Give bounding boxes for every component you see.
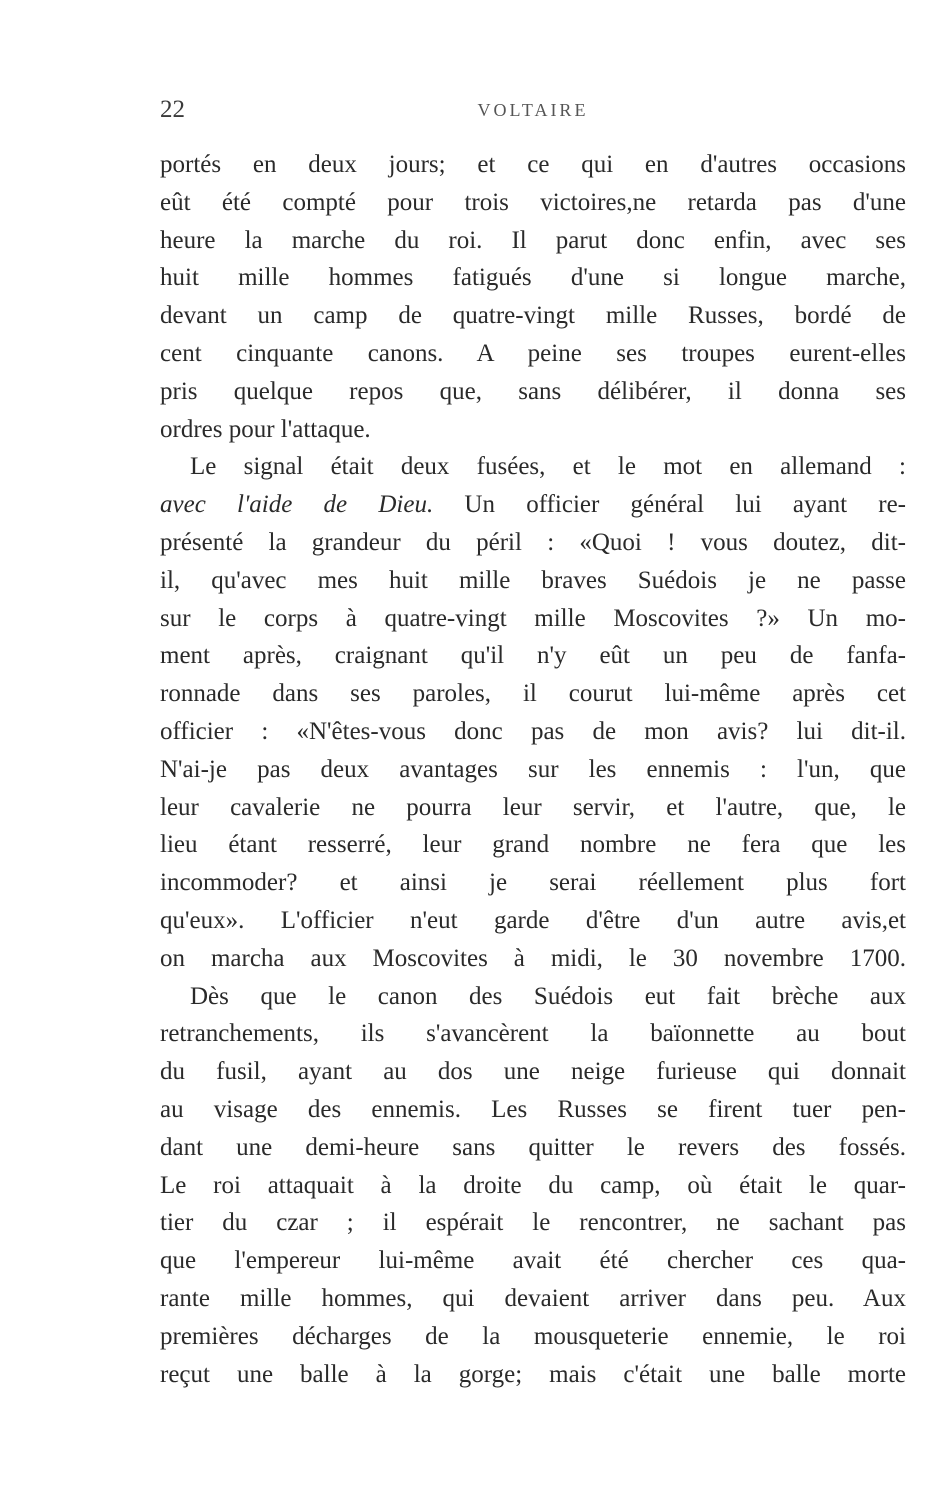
text-line-with-italic [160, 486, 906, 524]
text-line: que l'empereur lui-même avait été chercher ces qua- [160, 1247, 906, 1275]
text-line: retranchements, ils s'avancèrent la baïonnette au bout [160, 1020, 906, 1048]
text-line: Le signal était deux fusées, et le mot en allemand : [190, 453, 906, 481]
text-line: premières décharges de la mousqueterie ennemie, le roi [160, 1322, 906, 1350]
text-line: Le roi attaquait à la droite du camp, où était le quar- [160, 1171, 906, 1199]
text-line: tier du czar ; il espérait le rencontrer, ne sachant pas [160, 1209, 906, 1237]
text-line: pris quelque repos que, sans délibérer, il donna ses [160, 377, 906, 405]
text-line: au visage des ennemis. Les Russes se firent tuer pen- [160, 1095, 906, 1123]
body-text [160, 146, 906, 1393]
running-title: VOLTAIRE [477, 100, 589, 120]
text-line: dant une demi-heure sans quitter le revers des fossés. [160, 1133, 906, 1161]
text-line: ment après, craignant qu'il n'y eût un peu de fanfa- [160, 642, 906, 670]
text-line: il, qu'avec mes huit mille braves Suédois je ne passe [160, 566, 906, 594]
text-line: présenté la grandeur du péril : «Quoi ! vous doutez, dit- [160, 528, 906, 556]
page-number: 22 [160, 96, 185, 123]
italic-motto: avec l'aide de Dieu. [160, 491, 434, 519]
text-line: incommoder? et ainsi je serai réellement plus fort [160, 869, 906, 897]
text-line: eût été compté pour trois victoires,ne retarda pas d'une [160, 188, 906, 216]
text-line: reçut une balle à la gorge; mais c'était une balle morte [160, 1360, 906, 1388]
text-line: portés en deux jours; et ce qui en d'autres occasions [160, 151, 906, 178]
text-line: Dès que le canon des Suédois eut fait brèche aux [190, 982, 906, 1010]
text-line: lieu étant resserré, leur grand nombre ne fera que les [160, 831, 906, 859]
text-line: ordres pour l'attaque. [160, 415, 371, 443]
text-line: ronnade dans ses paroles, il courut lui-même après cet [160, 680, 906, 708]
text-line: leur cavalerie ne pourra leur servir, et l'autre, que, le [160, 793, 906, 821]
text-line: huit mille hommes fatigués d'une si longue marche, [160, 264, 906, 292]
text-line: cent cinquante canons. A peine ses troupes eurent-elles [160, 339, 906, 367]
text-line: on marcha aux Moscovites à midi, le 30 novembre 1700. [160, 944, 906, 972]
text-line: devant un camp de quatre-vingt mille Russes, bordé de [160, 302, 906, 330]
text-line: officier : «N'êtes-vous donc pas de mon avis? lui dit-il. [160, 717, 906, 745]
text-line-rest: Un officier général lui ayant re- [433, 491, 906, 519]
page-header [160, 96, 906, 132]
text-line: du fusil, ayant au dos une neige furieuse qui donnait [160, 1058, 906, 1086]
text-line: qu'eux». L'officier n'eut garde d'être d'un autre avis,et [160, 906, 906, 934]
text-line: sur le corps à quatre-vingt mille Moscovites ?» Un mo- [160, 604, 906, 632]
text-line: heure la marche du roi. Il parut donc enfin, avec ses [160, 226, 906, 254]
text-line: N'ai-je pas deux avantages sur les ennemis : l'un, que [160, 755, 906, 783]
text-line: rante mille hommes, qui devaient arriver dans peu. Aux [160, 1284, 906, 1312]
